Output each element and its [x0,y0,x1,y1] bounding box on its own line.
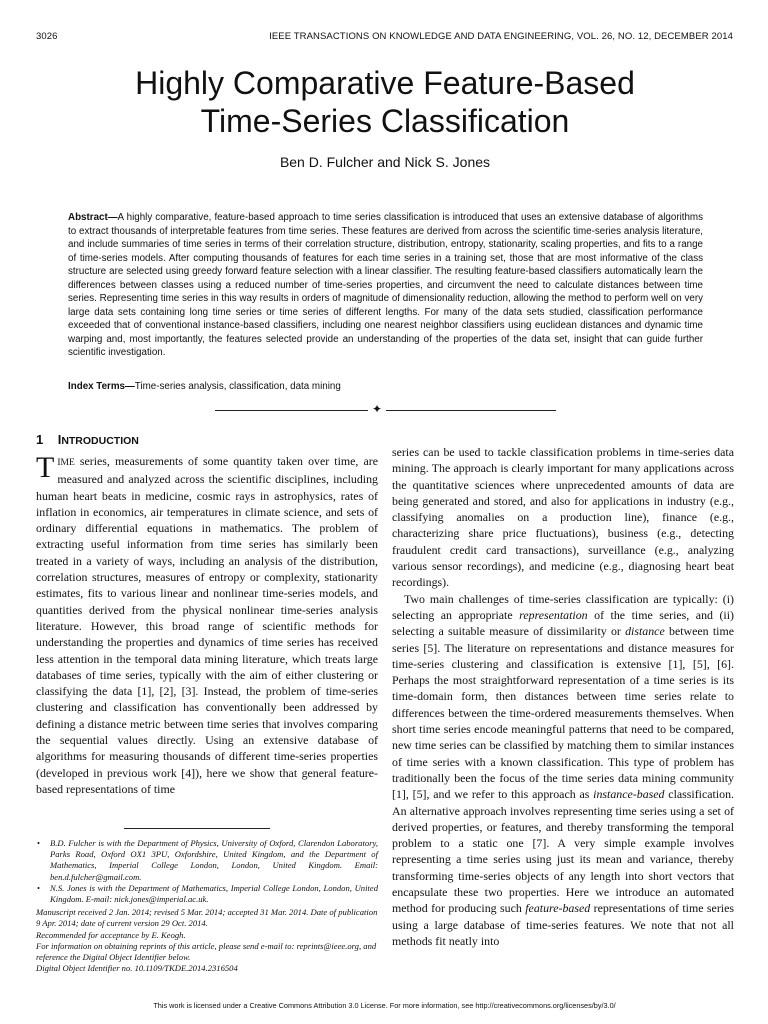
abstract-text: A highly comparative, feature-based approach to time series classification is introduced that uses an extensive database of algorithms to extract thousands of interpretable features from time series. These features are derived from across the scientific time-series analysis literature, and include summaries of time series in terms of their correlation structure, distribution, entropy, stationarity, scaling properties, and fits to a range of time-series models. After computing thousands of features for each time series in a training set, those that are most informative of the class structure are selected using greedy forward feature selection with a linear classifier. The resulting feature-based classifiers automatically learn the differences between classes using a reduced number of time-series properties, and circumvent the need to calculate distances between time series. Representing time series in this way results in orders of magnitude of dimensionality reduction, allowing the method to perform well on very large data sets containing long time series or time series of different lengths. For many of the data sets studied, classification performance exceeded that of conventional instance-based classifiers, including one nearest neighbor classifiers using euclidean distances and dynamic time warping and, most importantly, the features selected provide an understanding of the properties of the data set, insight that can guide further scientific investigation. [68,212,703,358]
p2-em-representation: representation [519,607,588,622]
divider-left [215,410,368,411]
intro-paragraph-1-text: series, measurements of some quantity taken over time, are measured and analyzed across the scientific disciplines, including human heart beats in medicine, cosmic rays in astrophysics, rates of inflation in economics, air temperatures in climate science, and sets of ordinary differential equations in mathematics. The problem of extracting useful information from time series has similarly been treated in a variety of ways, including an analysis of the distribution, correlation structures, measures of entropy or complexity, stationarity estimates, fits to various linear and nonlinear time-series models, and quantities derived from the physical nonlinear time-series analysis literature. However, this broad range of scientific methods for understanding the properties and dynamics of time series has received less attention in the temporal data mining literature, which treats large databases of time series, typically with the aim of either clustering or classifying the data [1], [2], [3]. Instead, the problem of time-series clustering and classification has conventionally been addressed by defining a distance metric between time series that involves comparing the sequential values directly. Using an extensive database of algorithms for measuring thousands of different time-series properties (developed in previous work [4]), here we show that general feature-based representations of time [36,454,378,796]
column-left [36,453,378,797]
title-line-2: Time-Series Classification [200,103,570,139]
footnote-affiliation-fulcher: • B.D. Fulcher is with the Department of Physics, University of Oxford, Clarendon Laboratory, Parks Road, Oxford OX1 3PU, Oxfordshire, United Kingdom, and the Department of Mathematics, Imperial College London, London, United Kingdom. Email: ben.d.fulcher@gmail.com. [50,838,378,883]
divider-right [386,410,556,411]
footnote-manuscript-dates: Manuscript received 2 Jan. 2014; revised 5 Mar. 2014; accepted 31 Mar. 2014. Date of publication 9 Apr. 2014; date of current version 29 Oct. 2014. [36,907,378,929]
p2-text-e: representations of time series using a large database of time-series features. We note that not all methods fit neatly into [392,901,734,948]
divider-ornament: ✦ [371,402,383,416]
section-heading-introduction [36,432,139,447]
footnotes [36,838,378,974]
index-terms-label: Index Terms— [68,381,135,392]
drop-cap: T [36,451,55,484]
title-line-1: Highly Comparative Feature-Based [135,65,635,101]
footnote-recommended: Recommended for acceptance by E. Keogh. [36,929,186,940]
abstract [68,211,703,360]
column-right [392,444,734,949]
author-list: Ben D. Fulcher and Nick S. Jones [279,154,491,170]
footnote-reprints: For information on obtaining reprints of this article, please send e-mail to: reprints@ieee.org, and reference the Digital Object Identifier below. [36,940,377,963]
license-notice: This work is licensed under a Creative Commons Attribution 3.0 License. For more information, see http://creativecommons.org/licenses/by/3.0/ [153,1001,616,1010]
p2-em-distance: distance [625,624,665,639]
page-number: 3026 [36,31,58,42]
section-number: 1 [36,432,44,447]
lead-small-caps: IME [57,458,75,468]
intro-paragraph-1 [36,453,378,797]
footnote-affiliation-jones: • N.S. Jones is with the Department of Mathematics, Imperial College London, London, United Kingdom. E-mail: nick.jones@imperial.ac.uk. [50,883,378,905]
section-title-initial: I [57,432,62,447]
index-terms [68,381,703,392]
index-terms-text: Time-series analysis, classification, data mining [134,381,341,392]
p2-text-b: of the time series, and (ii) selecting a suitable measure of dissimilarity or [392,607,734,639]
footnote-doi: Digital Object Identifier no. 10.1109/TKDE.2014.2316504 [36,963,238,974]
section-title-rest: NTRODUCTION [61,435,139,447]
footnote-rule [124,828,270,829]
p2-em-feature-based: feature-based [525,901,591,916]
p2-em-instance-based: instance-based [593,787,665,802]
p2-text-c: between time series [5]. The literature on representations and distance measures for time-series clustering and classification is extensive [1], [5], [6]. Perhaps the most straightforward representation of a time series is its time-domain form, then distances between time series relate to differences between the time-ordered measurements themselves. When short time series encode meaningful patterns that need to be compared, new time series can be classified by matching them to similar instances of time series with a known classification. This type of problem has traditionally been the focus of the time series data mining community [1], [5], and we refer to this approach as [392,624,734,802]
journal-header: IEEE TRANSACTIONS ON KNOWLEDGE AND DATA ENGINEERING, VOL. 26, NO. 12, DECEMBER 2014 [269,31,733,42]
p2-text-a: Two main challenges of time-series classification are typically: (i) selecting an appropriate [392,591,734,622]
abstract-label: Abstract— [68,212,118,223]
intro-paragraph-1-cont: series can be used to tackle classification problems in time-series data mining. The approach is clearly important for many applications across the quantitative sciences where unprecedented amounts of data are being generated and stored, and also for applications in industry (e.g., classifying anomalies on a production line), finance (e.g., characterizing share price fluctuations), business (e.g., detecting fraudulent credit card transactions), surveillance (e.g., analyzing various sensor recordings), and medicine (e.g., diagnosing heart beat recordings). [392,445,734,590]
p2-text-d: classification. An alternative approach involves representing time series using a set of derived properties, or features, and thereby transforming the temporal problem to a static one [7]. A very simple example involves representing a time series using just its mean and variance, thereby transforming time-series objects of any length into short vectors that encapsulate these two properties. Here we introduce an automated method for producing such [392,787,734,916]
intro-paragraph-2 [392,591,734,950]
paper-title [40,64,730,140]
